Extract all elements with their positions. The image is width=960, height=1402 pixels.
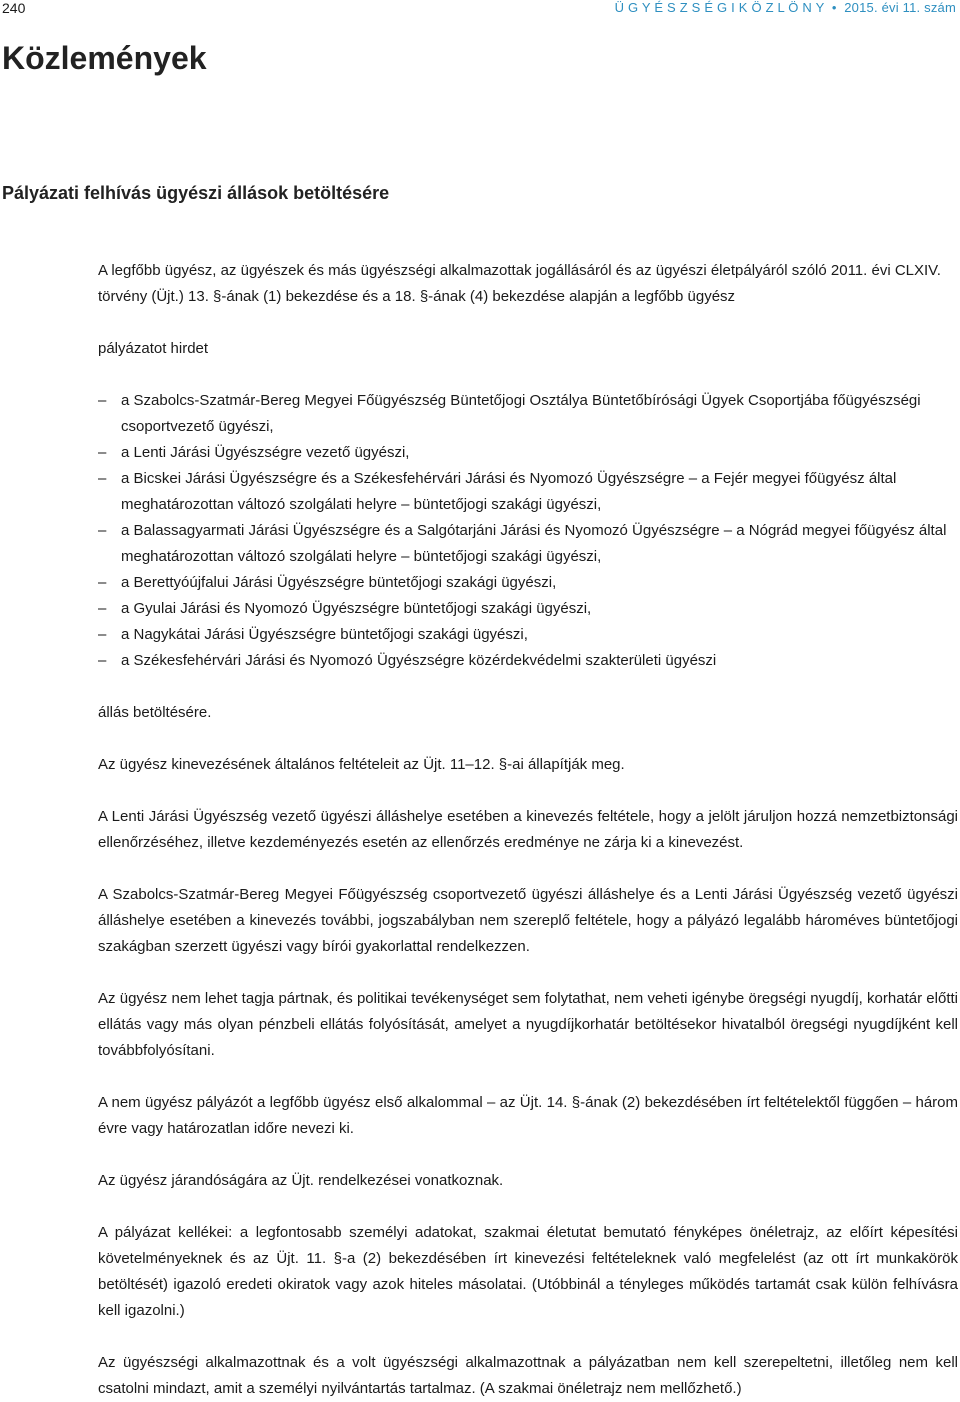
paragraph-general-conditions: Az ügyész kinevezésének általános feltételeit az Üjt. 11–12. §-ai állapítják meg. [98, 756, 625, 773]
journal-name: Ü G Y É S Z S É G I K Ö Z L Ö N Y [614, 0, 825, 15]
dash-marker: – [98, 522, 107, 539]
list-item-text: a Berettyóújfalui Járási Ügyészségre büntetőjogi szakági ügyészi, [121, 574, 557, 591]
journal-header [615, 0, 956, 15]
dash-marker: – [98, 600, 107, 617]
dash-marker: – [98, 574, 107, 591]
paragraph-restrictions: Az ügyész nem lehet tagja pártnak, és politikai tevékenységet sem folytathat, nem veheti igénybe öregségi nyugdíj, korhatár előtti ellátás vagy más olyan pénzbeli ellátás folyósítását, amelyet a nyugdíjkorhatár betöltésekor hivatalból öregségi nyugdíjként kell továbbfolyósítani. [98, 990, 958, 1059]
issue-number: 2015. évi 11. szám [844, 0, 956, 15]
list-item [98, 440, 958, 466]
list-item-text: a Gyulai Járási és Nyomozó Ügyészségre büntetőjogi szakági ügyészi, [121, 600, 592, 617]
list-item-text: a Székesfehérvári Járási és Nyomozó Ügyészségre közérdekvédelmi szakterületi ügyészi [121, 652, 717, 669]
paragraph-salary: Az ügyész járandóságára az Üjt. rendelkezései vonatkoznak. [98, 1172, 504, 1189]
announcement-title: Pályázati felhívás ügyészi állások betöltésére [2, 183, 390, 203]
page-number: 240 [2, 0, 26, 16]
paragraph-position-fill: állás betöltésére. [98, 704, 212, 721]
dash-marker: – [98, 444, 107, 461]
list-item [98, 570, 958, 596]
header-bullet: • [831, 0, 837, 15]
paragraph-appointment: A nem ügyész pályázót a legfőbb ügyész első alkalommal – az Üjt. 14. §-ának (2) bekezdésében írt feltételektől függően – három évre vagy határozatlan időre nevezi ki. [98, 1094, 958, 1137]
dash-marker: – [98, 470, 107, 487]
dash-marker: – [98, 626, 107, 643]
list-item-text: a Bicskei Járási Ügyészségre és a Székesfehérvári Járási és Nyomozó Ügyészségre – a Fejér megyei főügyész által meghatározottan változó szolgálati helyre – büntetőjogi szakági ügyészi, [121, 470, 897, 513]
list-item-text: a Lenti Járási Ügyészségre vezető ügyészi, [121, 444, 410, 461]
list-item [98, 518, 958, 570]
list-item [98, 388, 958, 440]
list-item-text: a Nagykátai Járási Ügyészségre büntetőjogi szakági ügyészi, [121, 626, 528, 643]
list-item-text: a Szabolcs-Szatmár-Bereg Megyei Főügyészség Büntetőjogi Osztálya Büntetőbírósági Ügyek Csoportjába főügyészségi csoportvezető ügyészi, [121, 392, 921, 435]
paragraph-additional-condition: A Szabolcs-Szatmár-Bereg Megyei Főügyészség csoportvezető ügyészi álláshelye és a Lenti Járási Ügyészség vezető ügyészi álláshelye esetében a kinevezés további, jogszabályban nem szereplő feltétele, hogy a pályázó legalább hároméves büntetőjogi szakágban szerzett ügyészi vagy bírói gyakorlattal rendelkezzen. [98, 886, 958, 955]
section-title: Közlemények [2, 40, 207, 76]
announcement-body [98, 258, 958, 1402]
paragraph-requirements: A pályázat kellékei: a legfontosabb személyi adatokat, szakmai életutat bemutató fényképes önéletrajz, az előírt képesítési követelményeknek és az Üjt. 11. §-a (2) bekezdésében írt kinevezési feltételeknek való megfelelést (az ott írt munkakörök betöltését) igazoló eredeti okiratok vagy azok hiteles másolatai. (Utóbbinál a tényleges működés tartamát csak külön felhívásra kell igazolni.) [98, 1224, 958, 1319]
paragraph-lenti-condition: A Lenti Járási Ügyészség vezető ügyészi álláshelye esetében a kinevezés feltétele, hogy a jelölt járuljon hozzá nemzetbiztonsági ellenőrzéséhez, illetve kezdeményezés esetén az ellenőrzés eredménye ne zárja ki a kinevezést. [98, 808, 958, 851]
list-item [98, 622, 958, 648]
page-header [0, 0, 960, 24]
dash-marker: – [98, 652, 107, 669]
list-item [98, 596, 958, 622]
intro-paragraph: A legfőbb ügyész, az ügyészek és más ügyészségi alkalmazottak jogállásáról és az ügyészi életpályáról szóló 2011. évi CLXIV. törvény (Üjt.) 13. §-ának (1) bekezdése és a 18. §-ának (4) bekezdése alapján a legfőbb ügyész [98, 262, 941, 305]
dash-marker: – [98, 392, 107, 409]
paragraph-employees: Az ügyészségi alkalmazottnak és a volt ügyészségi alkalmazottnak a pályázatban nem kell szerepeltetni, illetőleg nem kell csatolni mindazt, amit a személyi nyilvántartás tartalmaz. (A szakmai önéletrajz nem mellőzhető.) [98, 1354, 958, 1397]
positions-list [98, 388, 958, 674]
call-text: pályázatot hirdet [98, 340, 209, 357]
list-item [98, 466, 958, 518]
list-item-text: a Balassagyarmati Járási Ügyészségre és a Salgótarjáni Járási és Nyomozó Ügyészségre – a Nógrád megyei főügyész által meghatározottan változó szolgálati helyre – büntetőjogi szakági ügyészi, [121, 522, 947, 565]
list-item [98, 648, 958, 674]
